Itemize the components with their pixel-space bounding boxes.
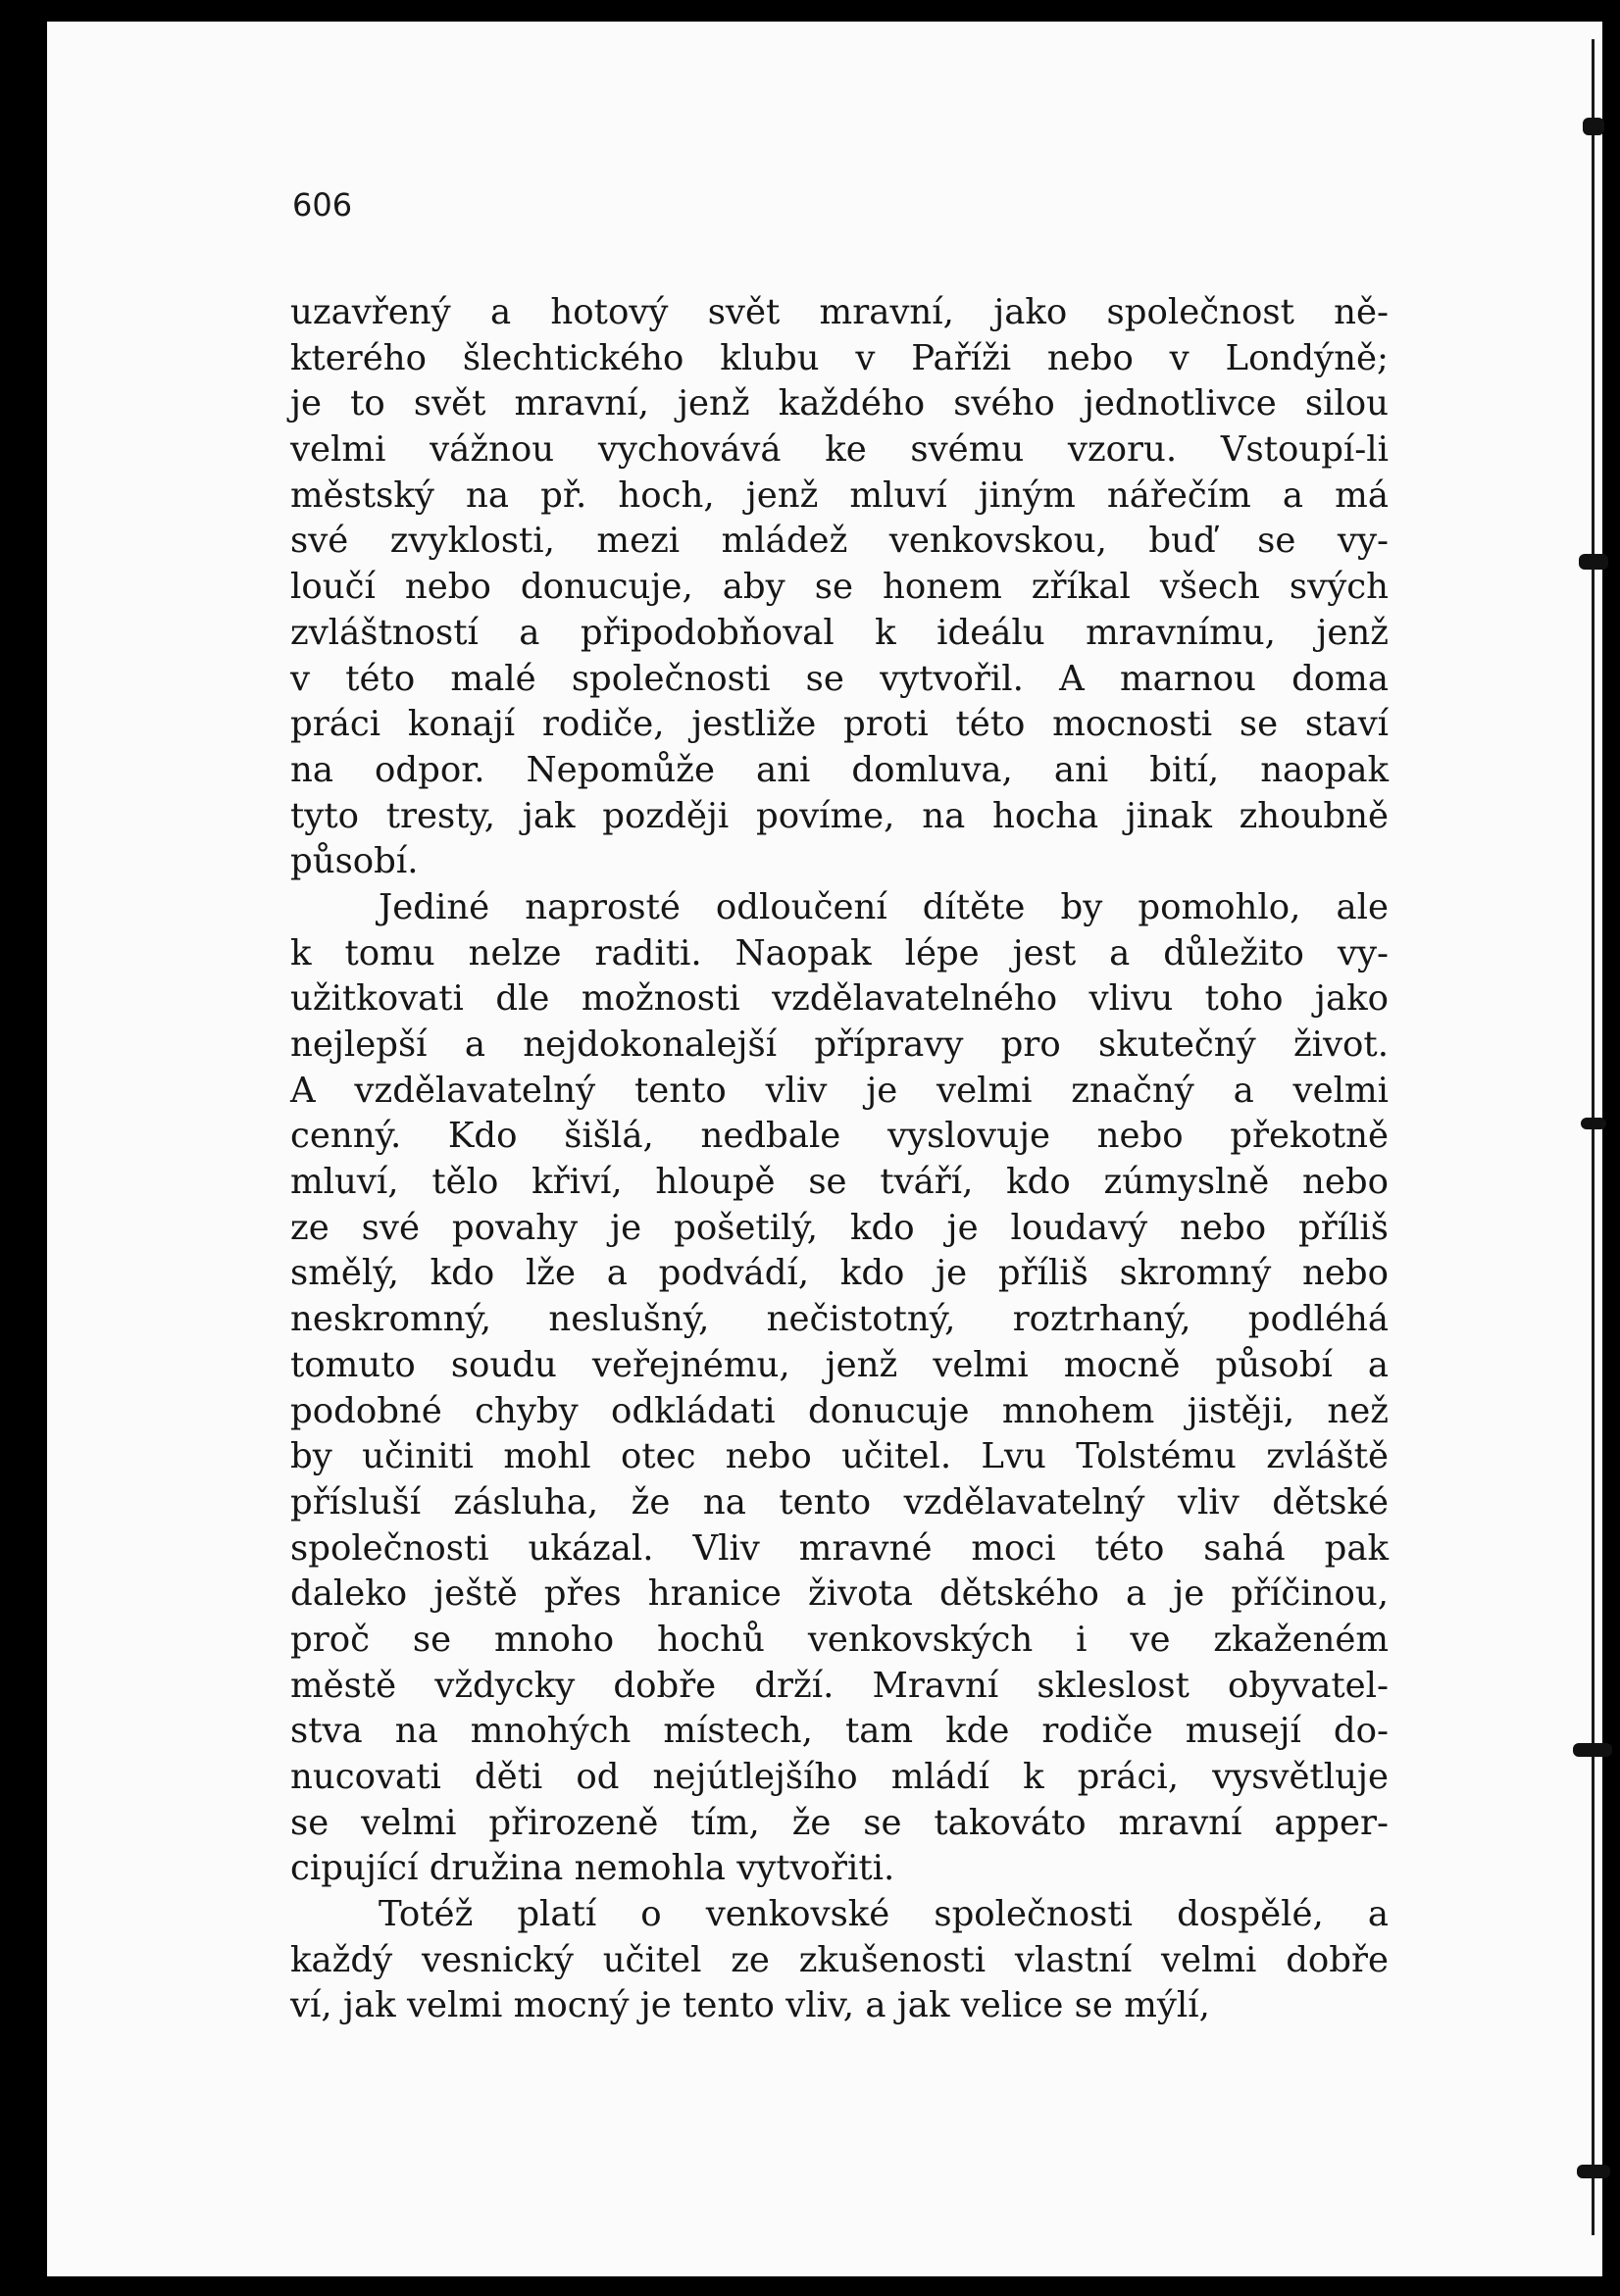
text-line: ze své povahy je pošetilý, kdo je loudavý nebo příliš (290, 1207, 1389, 1248)
paragraph (290, 1892, 1389, 2029)
text-line: své zvyklosti, mezi mládež venkovskou, buď se vy- (290, 521, 1389, 562)
text-line: každý vesnický učitel ze zkušenosti vlastní velmi dobře (290, 1939, 1389, 1980)
text-line: působí. (290, 841, 419, 882)
text-line: uzavřený a hotový svět mravní, jako společnost ně- (290, 292, 1389, 332)
binding-mark-middle (1581, 1118, 1606, 1129)
binding-edge-line (1592, 39, 1595, 2235)
text-line: A vzdělavatelný tento vliv je velmi značný a velmi (290, 1070, 1389, 1111)
page-number: 606 (292, 186, 353, 224)
text-line: kterého šlechtického klubu v Paříži nebo v Londýně; (290, 337, 1389, 378)
text-line: proč se mnoho hochů venkovských i ve zkaženém (290, 1619, 1389, 1660)
text-line: společnosti ukázal. Vliv mravné moci této sahá pak (290, 1527, 1389, 1569)
text-line: ví, jak velmi mocný je tento vliv, a jak velice se mýlí, (290, 1985, 1210, 2026)
text-line: užitkovati dle možnosti vzdělavatelného vlivu toho jako (290, 978, 1389, 1020)
binding-mark-upper (1579, 554, 1608, 570)
text-line: zvláštností a připodobňoval k ideálu mravnímu, jenž (290, 612, 1389, 653)
text-line: cenný. Kdo šišlá, nedbale vyslovuje nebo překotně (290, 1116, 1389, 1157)
paragraph (290, 885, 1389, 1892)
text-line: k tomu nelze raditi. Naopak lépe jest a důležito vy- (290, 932, 1389, 973)
text-line: se velmi přirozeně tím, že se takováto mravní apper- (290, 1802, 1389, 1843)
text-line: cipující družina nemohla vytvořiti. (290, 1848, 895, 1889)
binding-mark-bottom (1577, 2165, 1610, 2178)
text-line: na odpor. Nepomůže ani domluva, ani bití, naopak (290, 749, 1389, 790)
text-line: nejlepší a nejdokonalejší přípravy pro skutečný život. (290, 1024, 1389, 1065)
text-line: je to svět mravní, jenž každého svého jednotlivce silou (290, 383, 1389, 424)
text-line: daleko ještě přes hranice života dětského a je příčinou, (290, 1573, 1389, 1615)
text-line: nucovati děti od nejútlejšího mládí k práci, vysvětluje (290, 1757, 1389, 1797)
text-line: neskromný, neslušný, nečistotný, roztrhaný, podléhá (290, 1299, 1389, 1340)
text-line: tyto tresty, jak později povíme, na hocha jinak zhoubně (290, 795, 1389, 836)
text-line: by učiniti mohl otec nebo učitel. Lvu Tolstému zvláště (290, 1436, 1389, 1477)
text-line: práci konají rodiče, jestliže proti této mocnosti se staví (290, 704, 1389, 745)
text-line: velmi vážnou vychovává ke svému vzoru. Vstoupí-li (290, 429, 1389, 471)
text-line: tomuto soudu veřejnému, jenž velmi mocně působí a (290, 1344, 1389, 1385)
binding-mark-top (1583, 118, 1604, 135)
text-line: podobné chyby odkládati donucuje mnohem jistěji, než (290, 1390, 1389, 1431)
body-text (290, 290, 1389, 2029)
text-line: loučí nebo donucuje, aby se honem zříkal všech svých (290, 567, 1389, 608)
binding-mark-lower (1573, 1743, 1612, 1757)
text-line: Totéž platí o venkovské společnosti dospělé, a (379, 1894, 1389, 1935)
text-line: městě vždycky dobře drží. Mravní skleslost obyvatel- (290, 1665, 1389, 1706)
text-line: Jediné naprosté odloučení dítěte by pomohlo, ale (379, 886, 1389, 927)
text-line: městský na př. hoch, jenž mluví jiným nářečím a má (290, 474, 1389, 516)
paragraph (290, 290, 1389, 885)
text-line: stva na mnohých místech, tam kde rodiče musejí do- (290, 1711, 1389, 1752)
text-line: mluví, tělo křiví, hloupě se tváří, kdo zúmyslně nebo (290, 1162, 1389, 1203)
text-line: smělý, kdo lže a podvádí, kdo je příliš skromný nebo (290, 1253, 1389, 1294)
text-line: v této malé společnosti se vytvořil. A marnou doma (290, 658, 1389, 699)
text-line: přísluší zásluha, že na tento vzdělavatelný vliv dětské (290, 1481, 1389, 1522)
